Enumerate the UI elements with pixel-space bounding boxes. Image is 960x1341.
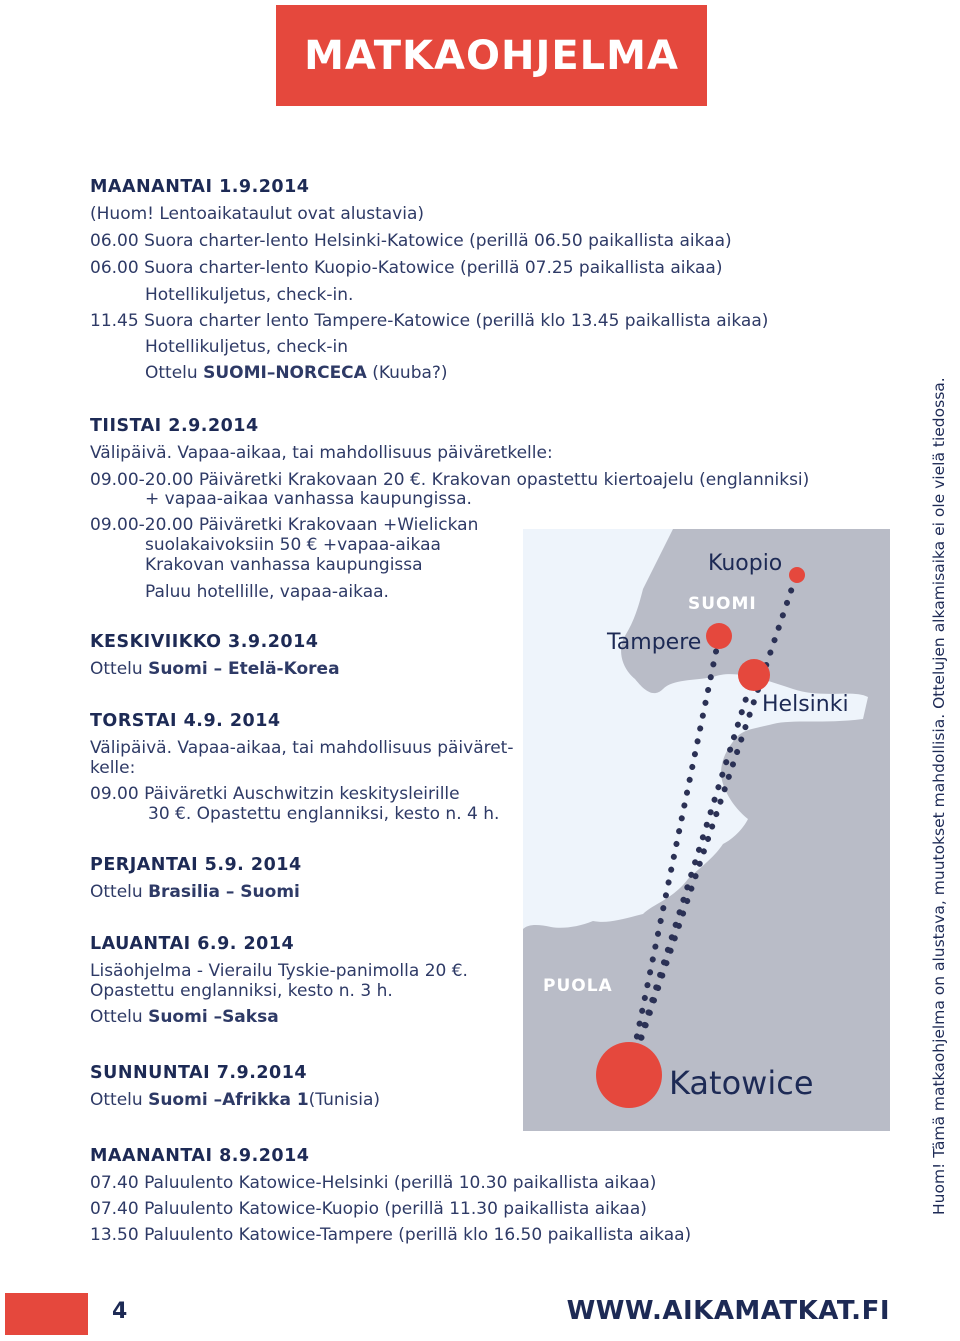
match-monday: Ottelu SUOMI–NORCECA (Kuuba?) <box>145 363 448 383</box>
match-friday: Ottelu Brasilia – Suomi <box>90 882 300 902</box>
flight-kuopio: 06.00 Suora charter-lento Kuopio-Katowice (perillä 07.25 paikallista aikaa) <box>90 258 723 278</box>
map-label-kuopio: Kuopio <box>708 551 783 576</box>
tuesday-line-5: suolakaivoksiin 50 € +vapaa-aikaa <box>145 535 441 555</box>
disclaimer-note: Huom! Tämä matkaohjelma on alustava, muutokset mahdollisia. Ottelujen alkamisaika ei ole vielä tiedossa. <box>930 377 948 1215</box>
saturday-line-2: Opastettu englanniksi, kesto n. 3 h. <box>90 981 393 1001</box>
hotel-transfer-2: Hotellikuljetus, check-in <box>145 337 348 357</box>
return-flight-helsinki: 07.40 Paluulento Katowice-Helsinki (perillä 10.30 paikallista aikaa) <box>90 1173 657 1193</box>
flight-helsinki: 06.00 Suora charter-lento Helsinki-Katowice (perillä 06.50 paikallista aikaa) <box>90 231 732 251</box>
schedule-note: (Huom! Lentoaikataulut ovat alustavia) <box>90 204 425 224</box>
map-label-suomi: SUOMI <box>688 594 757 614</box>
day-heading-wednesday: KESKIVIIKKO 3.9.2014 <box>90 632 319 652</box>
hotel-transfer: Hotellikuljetus, check-in. <box>145 285 354 305</box>
marker-tampere <box>706 623 732 649</box>
title-banner <box>276 5 707 106</box>
day-heading-sunday: SUNNUNTAI 7.9.2014 <box>90 1063 308 1083</box>
marker-katowice <box>596 1042 662 1108</box>
day-heading-saturday: LAUANTAI 6.9. 2014 <box>90 934 295 954</box>
day-heading-monday-return: MAANANTAI 8.9.2014 <box>90 1146 310 1166</box>
tuesday-line-1: Välipäivä. Vapaa-aikaa, tai mahdollisuus päiväretkelle: <box>90 443 553 463</box>
website-link[interactable]: WWW.AIKAMATKAT.FI <box>566 1296 890 1326</box>
day-heading-tuesday: TIISTAI 2.9.2014 <box>90 416 259 436</box>
match-wednesday: Ottelu Suomi – Etelä-Korea <box>90 659 340 679</box>
marker-helsinki <box>738 659 770 691</box>
day-heading-monday: MAANANTAI 1.9.2014 <box>90 177 310 197</box>
return-flight-tampere: 13.50 Paluulento Katowice-Tampere (perillä klo 16.50 paikallista aikaa) <box>90 1225 692 1245</box>
tuesday-line-4: 09.00-20.00 Päiväretki Krakovaan +Wielickan <box>90 515 479 535</box>
footer-accent-bar <box>5 1293 88 1335</box>
marker-kuopio <box>789 567 805 583</box>
tuesday-line-7: Paluu hotellille, vapaa-aikaa. <box>145 582 389 602</box>
day-heading-friday: PERJANTAI 5.9. 2014 <box>90 855 302 875</box>
tuesday-line-6: Krakovan vanhassa kaupungissa <box>145 555 423 575</box>
map-label-helsinki: Helsinki <box>762 692 849 717</box>
page-title: MATKAOHJELMA <box>304 32 679 79</box>
map-label-katowice: Katowice <box>669 1064 814 1102</box>
tuesday-line-2: 09.00-20.00 Päiväretki Krakovaan 20 €. Krakovan opastettu kiertoajelu (englanniksi) <box>90 470 810 490</box>
saturday-line-1: Lisäohjelma - Vierailu Tyskie-panimolla 20 €. <box>90 961 468 981</box>
thursday-line-1: Välipäivä. Vapaa-aikaa, tai mahdollisuus päiväret- <box>90 738 514 758</box>
route-map <box>523 529 890 1131</box>
thursday-line-2: kelle: <box>90 758 136 778</box>
map-label-tampere: Tampere <box>607 630 702 655</box>
thursday-line-3: 09.00 Päiväretki Auschwitzin keskitysleirille <box>90 784 460 804</box>
flight-tampere: 11.45 Suora charter lento Tampere-Katowice (perillä klo 13.45 paikallista aikaa) <box>90 311 769 331</box>
page-number: 4 <box>112 1299 128 1324</box>
match-saturday: Ottelu Suomi –Saksa <box>90 1007 279 1027</box>
match-sunday: Ottelu Suomi –Afrikka 1(Tunisia) <box>90 1090 381 1110</box>
map-label-puola: PUOLA <box>543 976 613 996</box>
thursday-line-4: 30 €. Opastettu englanniksi, kesto n. 4 h. <box>148 804 500 824</box>
day-heading-thursday: TORSTAI 4.9. 2014 <box>90 711 281 731</box>
tuesday-line-3: + vapaa-aikaa vanhassa kaupungissa. <box>145 489 472 509</box>
return-flight-kuopio: 07.40 Paluulento Katowice-Kuopio (perillä 11.30 paikallista aikaa) <box>90 1199 647 1219</box>
